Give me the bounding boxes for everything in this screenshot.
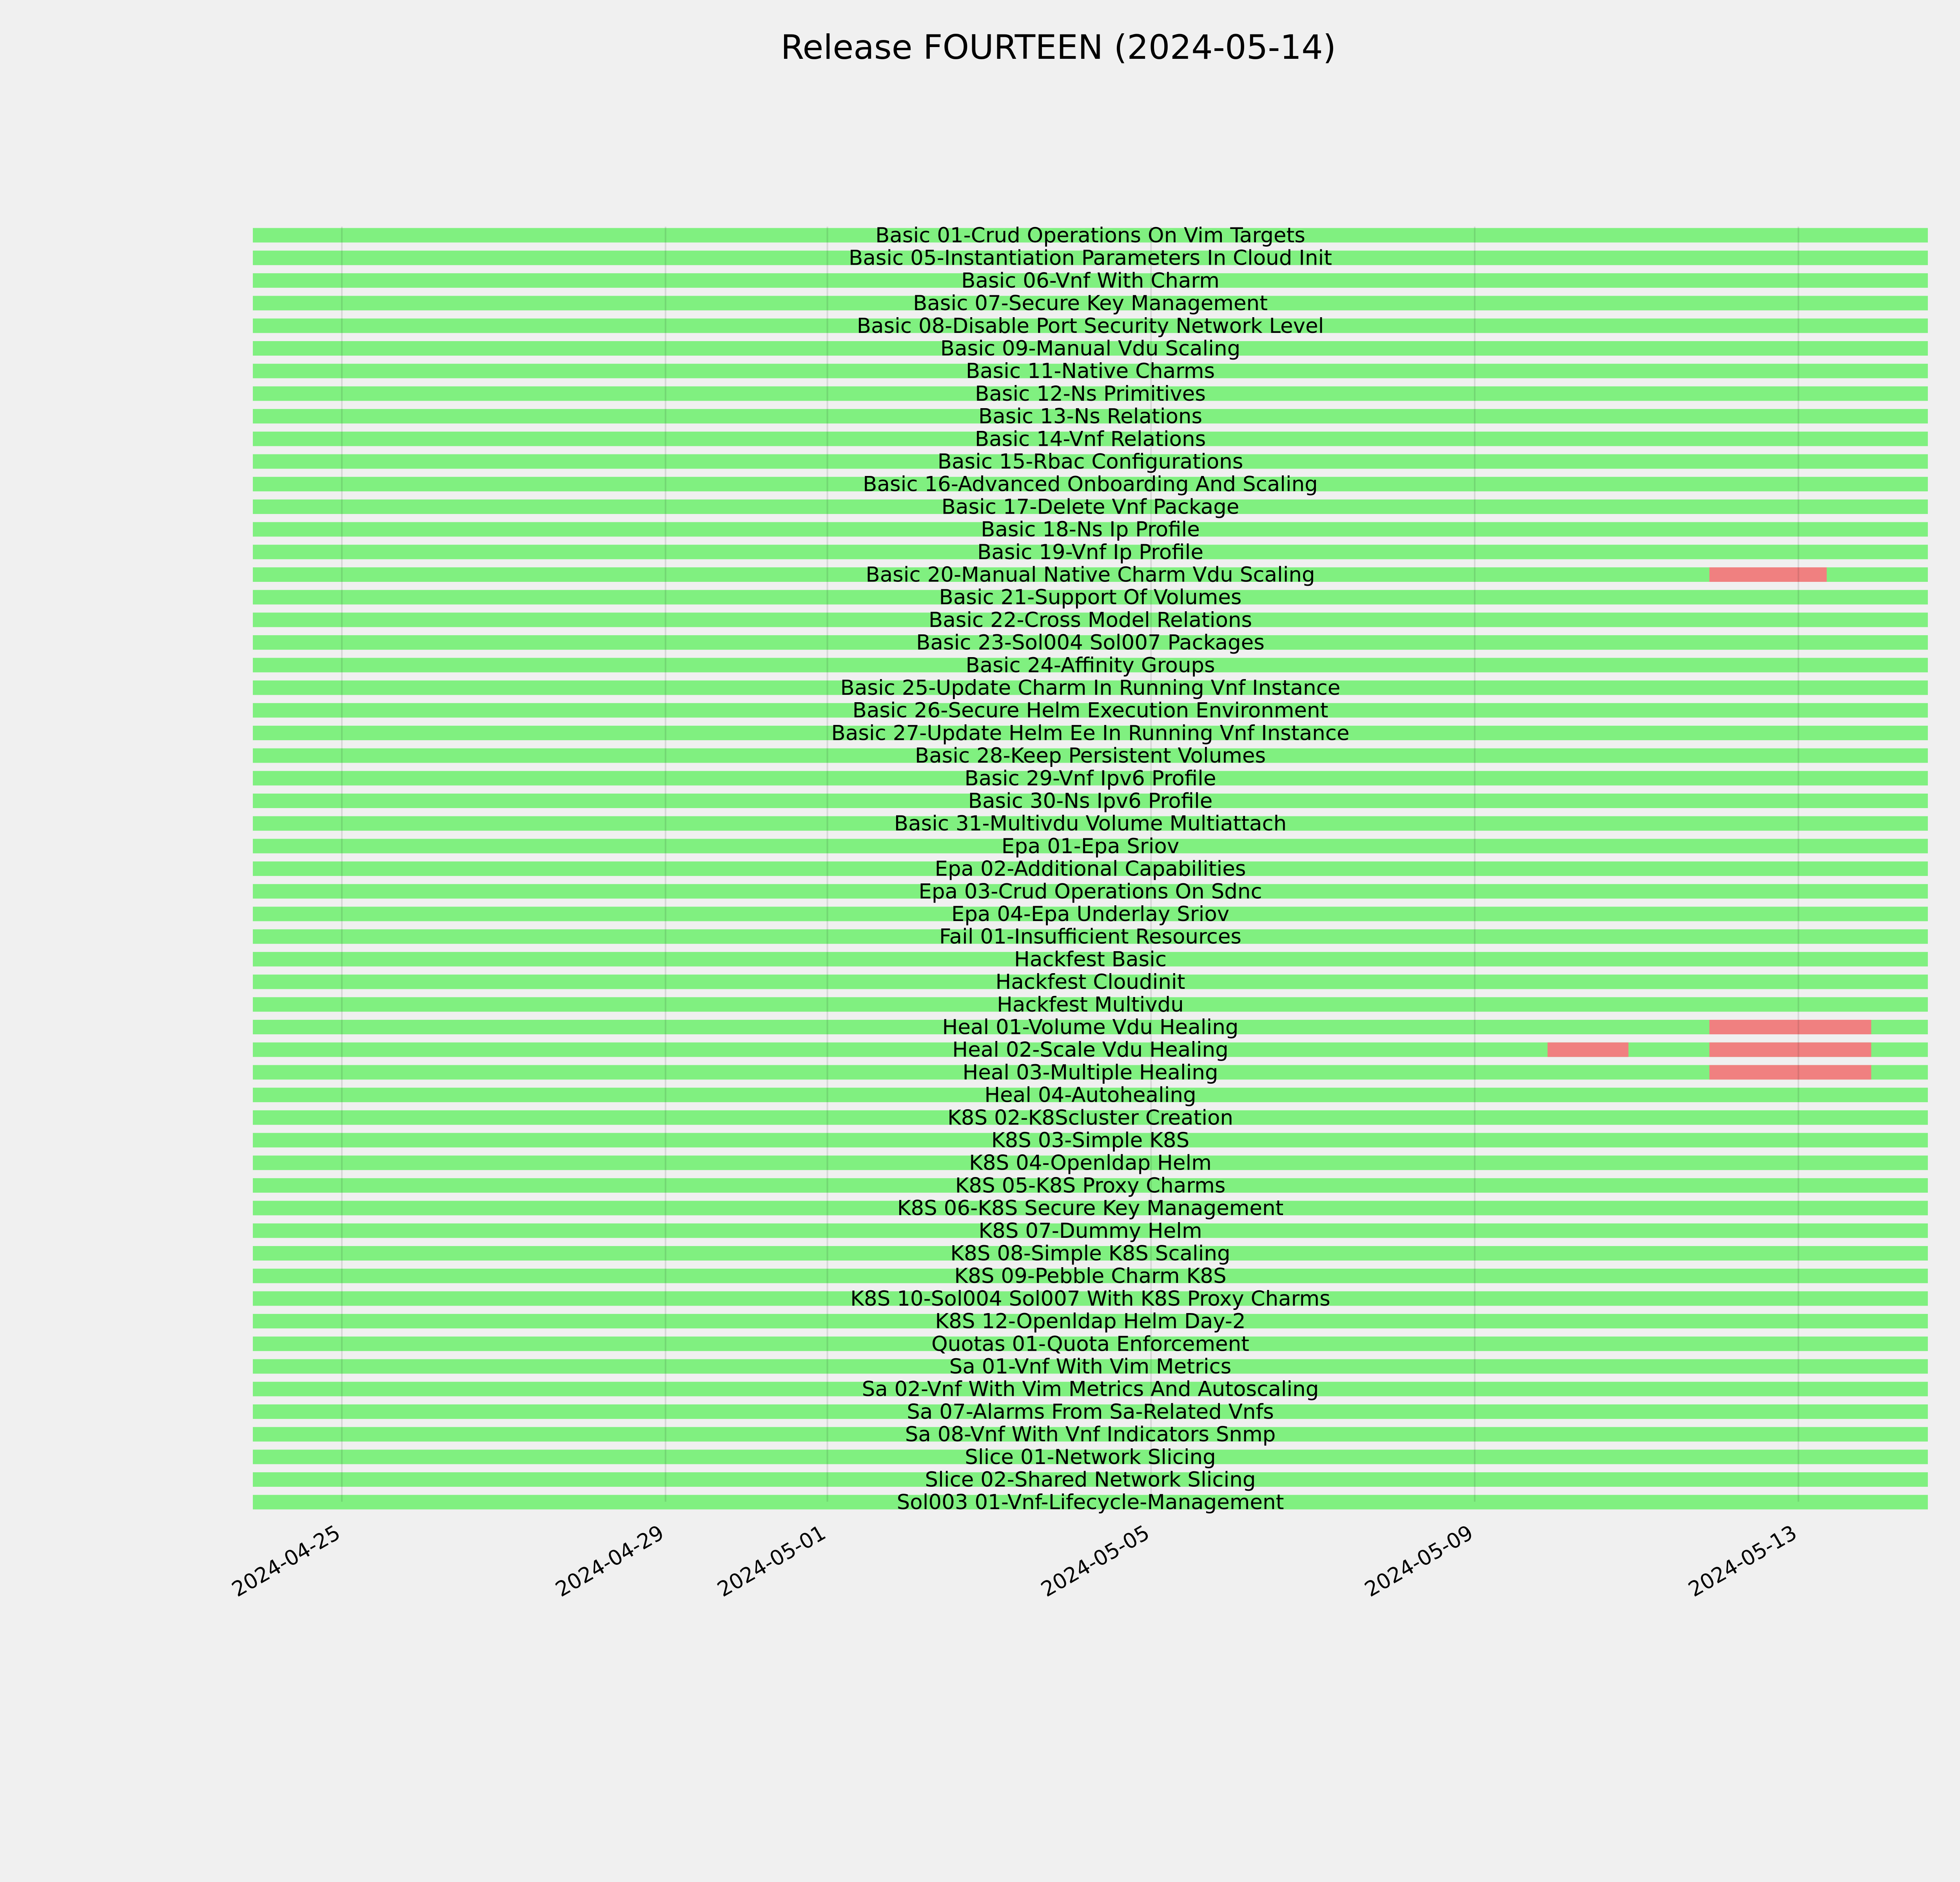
chart-title: Release FOURTEEN (2024-05-14) bbox=[780, 28, 1336, 67]
test-label: Heal 03-Multiple Healing bbox=[962, 1060, 1218, 1085]
fail-bar bbox=[1710, 1065, 1871, 1079]
test-label: Basic 24-Affinity Groups bbox=[965, 653, 1215, 678]
test-label: Fail 01-Insufficient Resources bbox=[939, 925, 1241, 949]
test-label: Epa 02-Additional Capabilities bbox=[935, 857, 1246, 881]
test-label: Slice 01-Network Slicing bbox=[965, 1445, 1216, 1469]
test-label: K8S 02-K8Scluster Creation bbox=[947, 1106, 1233, 1130]
test-label: Sa 07-Alarms From Sa-Related Vnfs bbox=[907, 1400, 1274, 1424]
test-label: Basic 27-Update Helm Ee In Running Vnf Instance bbox=[831, 721, 1350, 745]
test-label: K8S 12-Openldap Helm Day-2 bbox=[935, 1309, 1246, 1333]
test-label: Sa 01-Vnf With Vim Metrics bbox=[949, 1355, 1232, 1379]
test-label: Basic 13-Ns Relations bbox=[978, 404, 1203, 429]
test-label: Basic 25-Update Charm In Running Vnf Instance bbox=[840, 676, 1341, 700]
test-label: Basic 29-Vnf Ipv6 Profile bbox=[964, 766, 1216, 790]
x-tick-label: 2024-04-29 bbox=[552, 1520, 668, 1602]
test-label: K8S 04-Openldap Helm bbox=[969, 1151, 1212, 1175]
test-label: K8S 09-Pebble Charm K8S bbox=[954, 1264, 1227, 1288]
test-label: Slice 02-Shared Network Slicing bbox=[925, 1468, 1256, 1492]
test-label: Basic 19-Vnf Ip Profile bbox=[977, 540, 1203, 564]
test-label: Basic 09-Manual Vdu Scaling bbox=[940, 336, 1241, 361]
test-label: K8S 07-Dummy Helm bbox=[978, 1219, 1202, 1243]
test-label: Basic 11-Native Charms bbox=[965, 359, 1215, 383]
test-label: Basic 15-Rbac Configurations bbox=[937, 450, 1243, 474]
test-label: Basic 05-Instantiation Parameters In Cloud Init bbox=[848, 246, 1332, 270]
test-label: Basic 01-Crud Operations On Vim Targets bbox=[875, 223, 1305, 247]
test-label: Sa 08-Vnf With Vnf Indicators Snmp bbox=[905, 1422, 1276, 1447]
test-label: Sa 02-Vnf With Vim Metrics And Autoscaling bbox=[862, 1377, 1319, 1401]
test-label: Hackfest Cloudinit bbox=[995, 970, 1185, 994]
x-tick-label: 2024-05-05 bbox=[1037, 1520, 1154, 1602]
test-label: Quotas 01-Quota Enforcement bbox=[931, 1332, 1249, 1356]
fail-bar bbox=[1710, 1043, 1871, 1057]
x-tick-label: 2024-05-09 bbox=[1361, 1520, 1477, 1602]
test-label: Basic 21-Support Of Volumes bbox=[939, 585, 1242, 610]
test-label: Heal 01-Volume Vdu Healing bbox=[942, 1015, 1239, 1039]
test-label: Epa 01-Epa Sriov bbox=[1001, 834, 1180, 858]
test-label: Basic 12-Ns Primitives bbox=[975, 381, 1206, 406]
test-label: Basic 30-Ns Ipv6 Profile bbox=[968, 789, 1213, 813]
test-label: Basic 17-Delete Vnf Package bbox=[941, 495, 1240, 519]
test-label: K8S 06-K8S Secure Key Management bbox=[897, 1196, 1284, 1221]
test-label: K8S 08-Simple K8S Scaling bbox=[950, 1241, 1230, 1266]
x-tick-label: 2024-05-01 bbox=[713, 1520, 830, 1602]
test-label: Heal 02-Scale Vdu Healing bbox=[952, 1038, 1229, 1062]
test-label: K8S 05-K8S Proxy Charms bbox=[955, 1174, 1226, 1198]
x-tick-label: 2024-04-25 bbox=[228, 1520, 345, 1602]
x-tick-label: 2024-05-13 bbox=[1684, 1520, 1801, 1602]
test-label: Basic 22-Cross Model Relations bbox=[928, 608, 1252, 632]
test-label: Heal 04-Autohealing bbox=[984, 1083, 1196, 1107]
test-label: Basic 20-Manual Native Charm Vdu Scaling bbox=[866, 563, 1315, 587]
test-label: Basic 07-Secure Key Management bbox=[913, 291, 1268, 316]
test-label: Basic 28-Keep Persistent Volumes bbox=[915, 744, 1266, 768]
test-label: Epa 04-Epa Underlay Sriov bbox=[951, 902, 1230, 926]
test-label: Basic 23-Sol004 Sol007 Packages bbox=[916, 630, 1265, 655]
test-label: Basic 26-Secure Helm Execution Environment bbox=[852, 698, 1328, 723]
test-label: Basic 08-Disable Port Security Network Level bbox=[857, 314, 1324, 338]
test-label: Sol003 01-Vnf-Lifecycle-Management bbox=[897, 1490, 1284, 1515]
fail-bar bbox=[1548, 1043, 1628, 1057]
test-label: Basic 06-Vnf With Charm bbox=[961, 269, 1220, 293]
test-label: Hackfest Basic bbox=[1014, 947, 1167, 972]
test-label: Hackfest Multivdu bbox=[997, 992, 1184, 1017]
fail-bar bbox=[1710, 1020, 1871, 1034]
fail-bar bbox=[1710, 567, 1827, 582]
test-label: Epa 03-Crud Operations On Sdnc bbox=[918, 879, 1262, 904]
test-label: Basic 18-Ns Ip Profile bbox=[981, 518, 1200, 542]
test-label: Basic 31-Multivdu Volume Multiattach bbox=[894, 812, 1287, 836]
test-label: K8S 10-Sol004 Sol007 With K8S Proxy Charms bbox=[850, 1286, 1330, 1311]
test-label: K8S 03-Simple K8S bbox=[991, 1128, 1190, 1152]
test-label: Basic 14-Vnf Relations bbox=[975, 427, 1206, 451]
test-label: Basic 16-Advanced Onboarding And Scaling bbox=[863, 472, 1318, 496]
